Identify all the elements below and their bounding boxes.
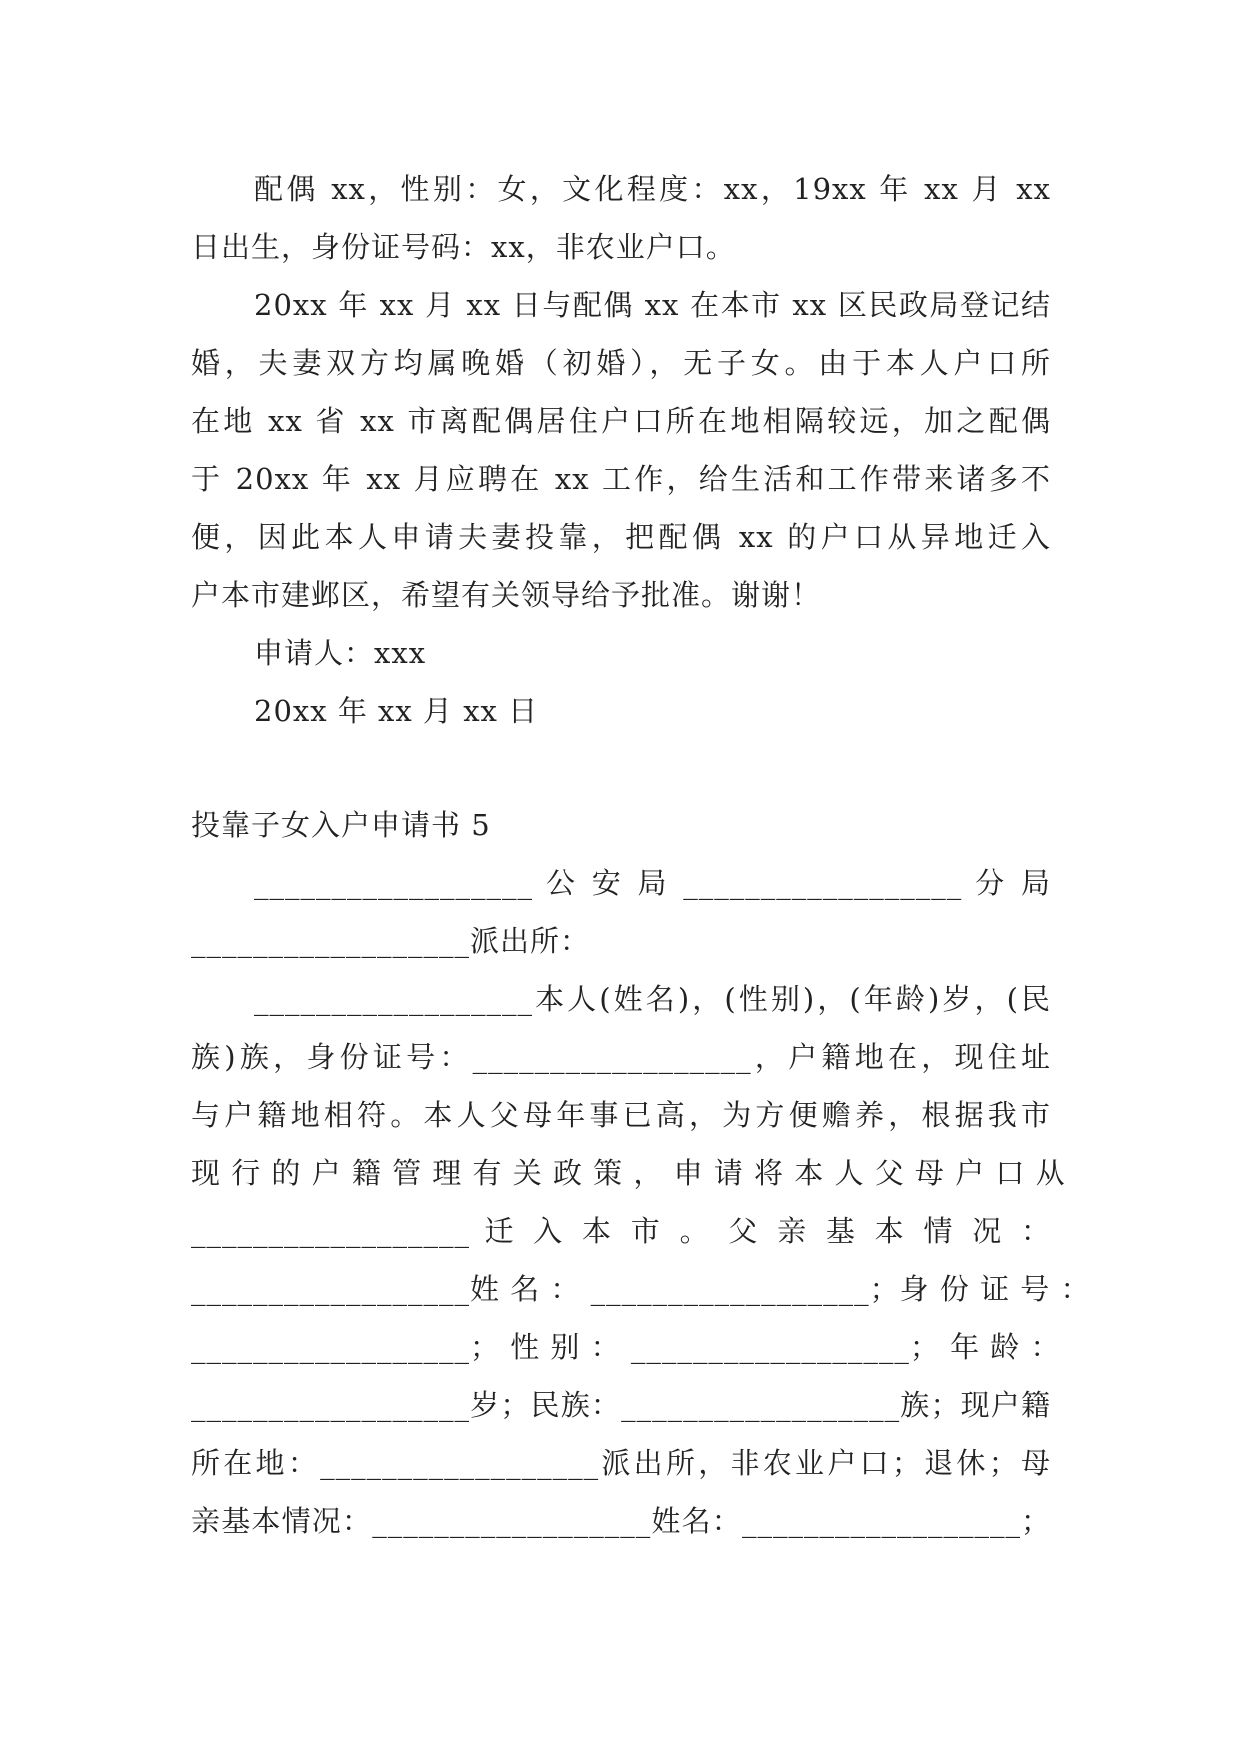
- form-line-3: __________________本人(姓名)，(性别)，(年龄)岁，(民: [254, 982, 1051, 1016]
- paragraph-marriage-line-6: 户本市建邺区，希望有关领导给予批准。谢谢！: [191, 578, 822, 612]
- section-title: 投靠子女入户申请书 5: [191, 808, 491, 842]
- form-line-10: __________________岁；民族：__________________族；现户籍: [191, 1388, 1051, 1422]
- paragraph-marriage-line-4: 于 20xx 年 xx 月应聘在 xx 工作，给生活和工作带来诸多不: [191, 462, 1051, 496]
- letter-date: 20xx 年 xx 月 xx 日: [254, 694, 539, 728]
- form-line-11: 所在地：__________________派出所，非农业户口；退休；母: [191, 1446, 1051, 1480]
- form-line-7: __________________ 迁 入 本 市 。 父 亲 基 本 情 况 ：: [191, 1214, 1051, 1248]
- paragraph-spouse-line-1: 配偶 xx，性别：女，文化程度：xx，19xx 年 xx 月 xx: [254, 172, 1051, 206]
- form-line-8: __________________姓 名 ： __________________；身 份 证 号 ：: [191, 1272, 1091, 1306]
- form-line-1: __________________ 公 安 局 __________________ 分 局: [254, 866, 1051, 900]
- paragraph-marriage-line-3: 在地 xx 省 xx 市离配偶居住户口所在地相隔较远，加之配偶: [191, 404, 1051, 438]
- form-line-2: __________________派出所：: [191, 924, 591, 958]
- form-line-4: 族)族，身份证号：__________________，户籍地在，现住址: [191, 1040, 1051, 1074]
- paragraph-marriage-line-2: 婚，夫妻双方均属晚婚（初婚），无子女。由于本人户口所: [191, 346, 1051, 380]
- paragraph-spouse-line-2: 日出生，身份证号码：xx，非农业户口。: [191, 230, 736, 264]
- paragraph-marriage-line-5: 便，因此本人申请夫妻投靠，把配偶 xx 的户口从异地迁入: [191, 520, 1051, 554]
- form-line-12: 亲基本情况：__________________姓名：__________________；: [191, 1504, 1051, 1538]
- applicant-signature: 申请人：xxx: [254, 636, 427, 670]
- paragraph-marriage-line-1: 20xx 年 xx 月 xx 日与配偶 xx 在本市 xx 区民政局登记结: [254, 288, 1051, 322]
- form-line-5: 与户籍地相符。本人父母年事已高，为方便赡养，根据我市: [191, 1098, 1051, 1132]
- form-line-9: __________________； 性 别 ： __________________； 年 龄 ：: [191, 1330, 1061, 1364]
- form-line-6: 现 行 的 户 籍 管 理 有 关 政 策 ， 申 请 将 本 人 父 母 户 口 从: [191, 1156, 1066, 1190]
